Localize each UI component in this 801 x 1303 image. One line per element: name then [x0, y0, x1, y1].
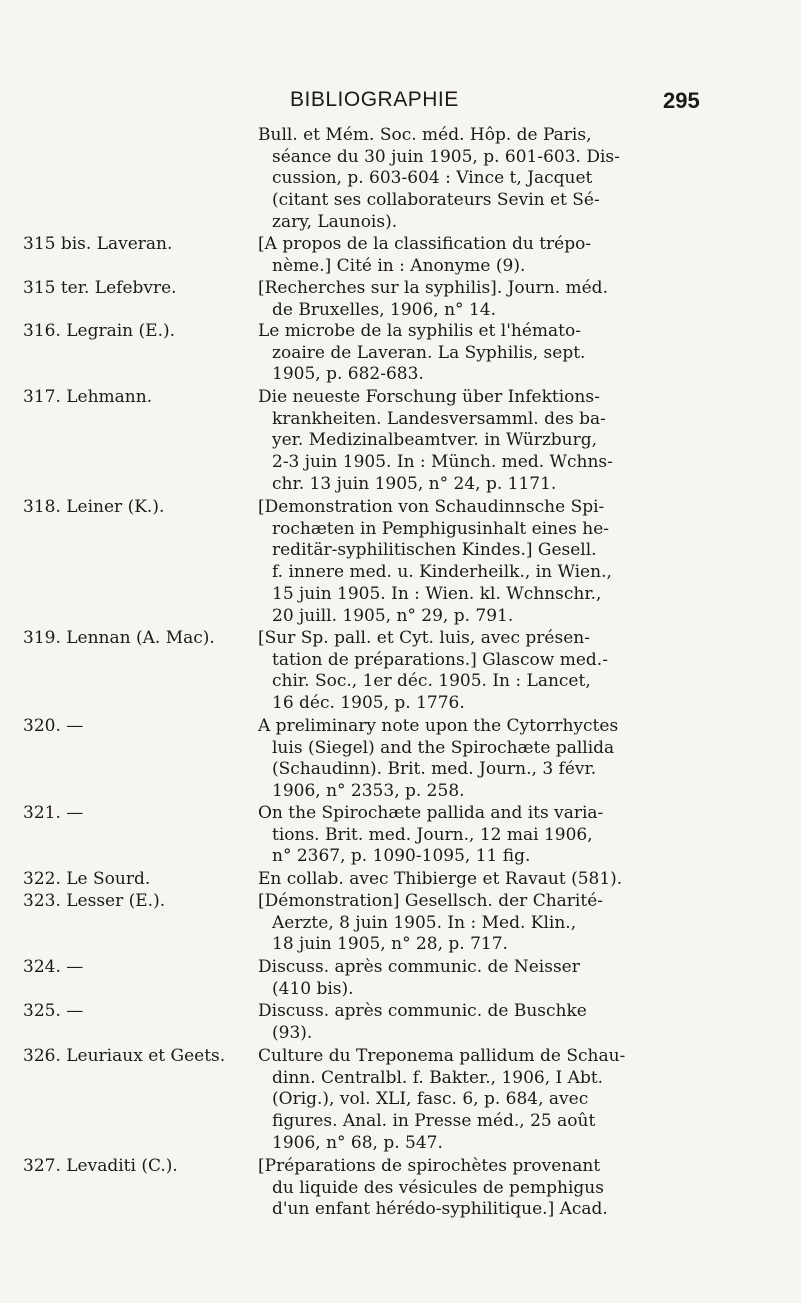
text-line: dinn. Centralbl. f. Bakter., 1906, I Abt.: [272, 1067, 604, 1088]
text-line: 1905, p. 682-683.: [272, 364, 424, 385]
text-line: chir. Soc., 1er déc. 1905. In : Lancet,: [272, 671, 591, 692]
text-line: zary, Launois).: [272, 211, 398, 232]
entry-number-author: 316. Legrain (E.).: [23, 321, 176, 341]
entry-number-author: 315 bis. Laveran.: [23, 234, 173, 254]
entry-number-author: 317. Lehmann.: [23, 387, 153, 407]
text-line: (93).: [272, 1022, 313, 1043]
text-line: du liquide des vésicules de pemphigus: [272, 1177, 604, 1198]
running-header: [0, 88, 801, 118]
entry-number-author: 315 ter. Lefebvre.: [23, 278, 177, 298]
bibliography-entry: [23, 716, 783, 803]
entry-number-author: 319. Lennan (A. Mac).: [23, 628, 215, 648]
text-line: [Préparations de spirochètes provenant: [258, 1156, 601, 1176]
page-number: 295: [663, 88, 700, 113]
text-line: tions. Brit. med. Journ., 12 mai 1906,: [272, 824, 593, 845]
text-line: cussion, p. 603-604 : Vince t, Jacquet: [272, 168, 593, 189]
text-line: Aerzte, 8 juin 1905. In : Med. Klin.,: [272, 912, 577, 933]
text-line: krankheiten. Landesversamml. des ba-: [272, 408, 606, 429]
entry-number-author: 320. —: [23, 716, 84, 736]
text-line: [Demonstration von Schaudinnsche Spi-: [258, 497, 605, 517]
text-line: chr. 13 juin 1905, n° 24, p. 1171.: [272, 473, 557, 494]
bibliography-entry: [23, 278, 783, 321]
text-line: rochæten in Pemphigusinhalt eines he-: [272, 518, 610, 539]
text-line: En collab. avec Thibierge et Ravaut (581).: [258, 869, 623, 889]
bibliography-entry: [23, 869, 783, 891]
entry-number-author: 325. —: [23, 1001, 84, 1021]
text-line: (410 bis).: [272, 978, 354, 999]
text-line: 1906, n° 68, p. 547.: [272, 1132, 443, 1153]
text-line: 16 déc. 1905, p. 1776.: [272, 693, 465, 714]
bibliography-entry: [23, 628, 783, 715]
text-line: de Bruxelles, 1906, n° 14.: [272, 299, 496, 320]
text-line: Discuss. après communic. de Neisser: [258, 957, 580, 977]
text-line: 15 juin 1905. In : Wien. kl. Wchnschr.,: [272, 583, 602, 604]
text-line: [Démonstration] Gesellsch. der Charité-: [258, 891, 603, 911]
text-line: zoaire de Laveran. La Syphilis, sept.: [272, 342, 586, 363]
entry-number-author: 324. —: [23, 957, 84, 977]
text-line: yer. Medizinalbeamtver. in Würzburg,: [272, 430, 598, 451]
entry-number-author: 321. —: [23, 803, 84, 823]
text-line: figures. Anal. in Presse méd., 25 août: [272, 1111, 596, 1132]
text-line: Bull. et Mém. Soc. méd. Hôp. de Paris,: [258, 125, 592, 145]
text-line: On the Spirochæte pallida and its varia-: [258, 803, 604, 823]
entry-number-author: 323. Lesser (E.).: [23, 891, 166, 911]
text-line: tation de préparations.] Glascow med.-: [272, 649, 608, 670]
bibliography-entry: [23, 497, 783, 627]
text-line: luis (Siegel) and the Spirochæte pallida: [272, 737, 615, 758]
text-line: (Schaudinn). Brit. med. Journ., 3 févr.: [272, 759, 597, 780]
entry-number-author: 326. Leuriaux et Geets.: [23, 1046, 226, 1066]
text-line: 2-3 juin 1905. In : Münch. med. Wchns-: [272, 452, 613, 473]
text-line: nème.] Cité in : Anonyme (9).: [272, 255, 526, 276]
bibliography-entry: [23, 957, 783, 1000]
text-line: Culture du Treponema pallidum de Schau-: [258, 1046, 626, 1066]
text-line: 1906, n° 2353, p. 258.: [272, 781, 465, 802]
text-line: f. innere med. u. Kinderheilk., in Wien.,: [272, 562, 612, 583]
bibliography-entry: [23, 234, 783, 277]
text-line: [A propos de la classification du trépo-: [258, 234, 592, 254]
text-line: d'un enfant hérédo-syphilitique.] Acad.: [272, 1199, 608, 1220]
entry-number-author: 322. Le Sourd.: [23, 869, 151, 889]
bibliography-entry: [23, 803, 783, 868]
bibliography-entry: [23, 321, 783, 386]
bibliography-entry: [23, 1156, 783, 1221]
text-line: [Sur Sp. pall. et Cyt. luis, avec présen-: [258, 628, 590, 648]
text-line: Discuss. après communic. de Buschke: [258, 1001, 587, 1021]
text-line: Le microbe de la syphilis et l'hémato-: [258, 321, 581, 341]
text-line: [Recherches sur la syphilis]. Journ. méd.: [258, 278, 608, 298]
bibliography-entry: [23, 1046, 783, 1155]
text-line: A preliminary note upon the Cytorrhyctes: [258, 716, 619, 736]
continued-entry: [258, 125, 778, 234]
entry-number-author: 327. Levaditi (C.).: [23, 1156, 178, 1176]
bibliography-entry: [23, 1001, 783, 1044]
text-line: séance du 30 juin 1905, p. 601-603. Dis-: [272, 146, 620, 167]
text-line: 20 juill. 1905, n° 29, p. 791.: [272, 605, 514, 626]
text-line: n° 2367, p. 1090-1095, 11 fig.: [272, 846, 531, 867]
text-line: 18 juin 1905, n° 28, p. 717.: [272, 934, 508, 955]
entry-number-author: 318. Leiner (K.).: [23, 497, 165, 517]
bibliography-entry: [23, 387, 783, 496]
text-line: reditär-syphilitischen Kindes.] Gesell.: [272, 540, 597, 561]
header-title: BIBLIOGRAPHIE: [290, 88, 459, 111]
text-line: (Orig.), vol. XLI, fasc. 6, p. 684, avec: [272, 1089, 589, 1110]
text-line: Die neueste Forschung über Infektions-: [258, 387, 600, 407]
text-line: (citant ses collaborateurs Sevin et Sé-: [272, 190, 600, 211]
bibliography-entry: [23, 891, 783, 956]
